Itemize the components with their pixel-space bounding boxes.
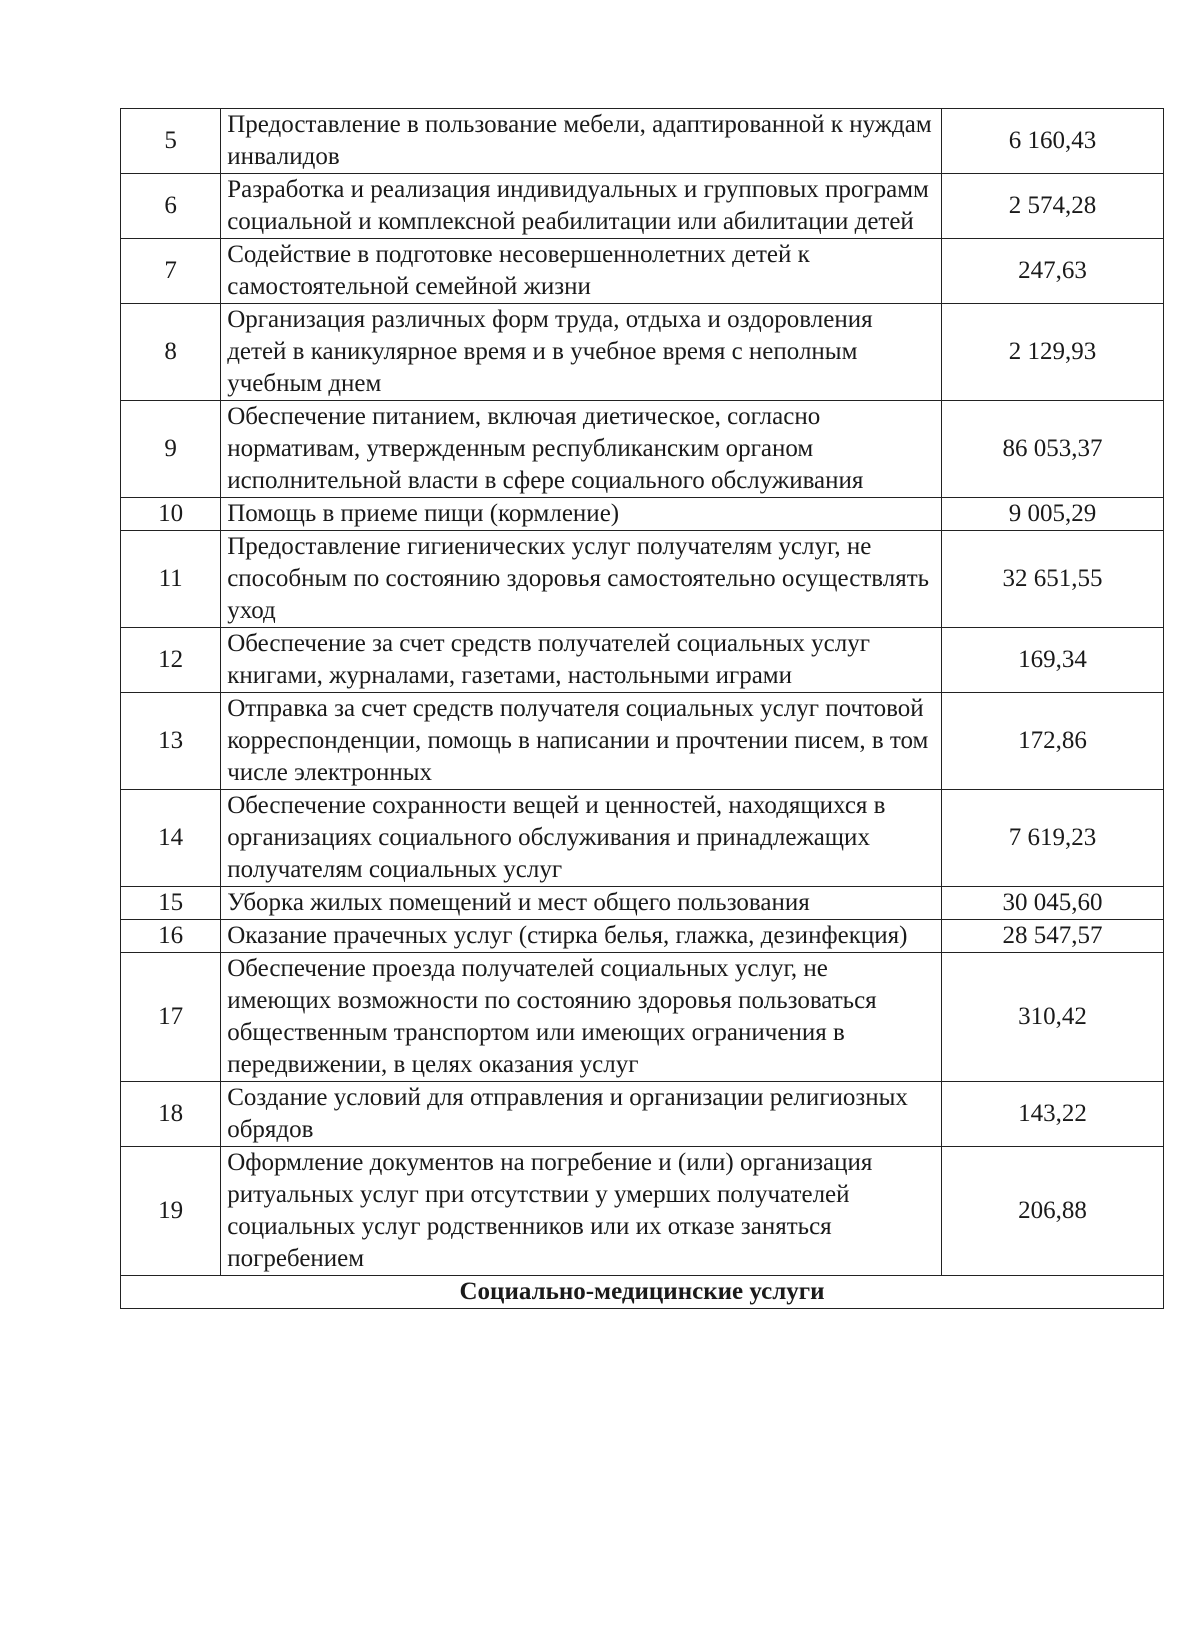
table-row — [121, 887, 1164, 920]
service-name: Содействие в подготовке несовершеннолетних детей к самостоятельной семейной жизни — [221, 239, 942, 304]
service-name: Помощь в приеме пищи (кормление) — [221, 498, 942, 531]
service-name: Обеспечение питанием, включая диетическое, согласно нормативам, утвержденным республиканским органом исполнительной власти в сфере социального обслуживания — [221, 401, 942, 498]
table-row — [121, 401, 1164, 498]
table-row — [121, 693, 1164, 790]
table-row — [121, 531, 1164, 628]
table-row — [121, 920, 1164, 953]
service-name: Предоставление в пользование мебели, адаптированной к нуждам инвалидов — [221, 109, 942, 174]
services-price-table — [120, 108, 1164, 1309]
table-row — [121, 1082, 1164, 1147]
service-price: 28 547,57 — [942, 920, 1164, 953]
row-number: 12 — [121, 628, 221, 693]
row-number: 5 — [121, 109, 221, 174]
service-name: Оказание прачечных услуг (стирка белья, глажка, дезинфекция) — [221, 920, 942, 953]
service-price: 7 619,23 — [942, 790, 1164, 887]
row-number: 9 — [121, 401, 221, 498]
service-name: Оформление документов на погребение и (или) организация ритуальных услуг при отсутствии у умерших получателей социальных услуг родственников или их отказе заняться погребением — [221, 1147, 942, 1276]
service-price: 247,63 — [942, 239, 1164, 304]
service-price: 310,42 — [942, 953, 1164, 1082]
table-row — [121, 498, 1164, 531]
service-price: 143,22 — [942, 1082, 1164, 1147]
service-price: 206,88 — [942, 1147, 1164, 1276]
table-row — [121, 953, 1164, 1082]
service-price: 2 574,28 — [942, 174, 1164, 239]
service-name: Обеспечение проезда получателей социальных услуг, не имеющих возможности по состоянию здоровья пользоваться общественным транспортом или имеющих ограничения в передвижении, в целях оказания услуг — [221, 953, 942, 1082]
row-number: 14 — [121, 790, 221, 887]
table-row — [121, 239, 1164, 304]
section-header-row — [121, 1276, 1164, 1309]
row-number: 18 — [121, 1082, 221, 1147]
table-row — [121, 174, 1164, 239]
table-row — [121, 1147, 1164, 1276]
service-name: Создание условий для отправления и организации религиозных обрядов — [221, 1082, 942, 1147]
service-price: 169,34 — [942, 628, 1164, 693]
row-number: 6 — [121, 174, 221, 239]
row-number: 11 — [121, 531, 221, 628]
row-number: 10 — [121, 498, 221, 531]
service-name: Организация различных форм труда, отдыха и оздоровления детей в каникулярное время и в учебное время с неполным учебным днем — [221, 304, 942, 401]
table-row — [121, 628, 1164, 693]
service-name: Разработка и реализация индивидуальных и групповых программ социальной и комплексной реабилитации или абилитации детей — [221, 174, 942, 239]
service-price: 6 160,43 — [942, 109, 1164, 174]
table-row — [121, 109, 1164, 174]
row-number: 19 — [121, 1147, 221, 1276]
service-name: Обеспечение за счет средств получателей социальных услуг книгами, журналами, газетами, настольными играми — [221, 628, 942, 693]
service-price: 30 045,60 — [942, 887, 1164, 920]
row-number: 16 — [121, 920, 221, 953]
service-price: 172,86 — [942, 693, 1164, 790]
row-number: 17 — [121, 953, 221, 1082]
section-header: Социально-медицинские услуги — [121, 1276, 1164, 1309]
service-price: 86 053,37 — [942, 401, 1164, 498]
table-body — [121, 109, 1164, 1309]
row-number: 15 — [121, 887, 221, 920]
service-name: Уборка жилых помещений и мест общего пользования — [221, 887, 942, 920]
service-name: Отправка за счет средств получателя социальных услуг почтовой корреспонденции, помощь в написании и прочтении писем, в том числе электронных — [221, 693, 942, 790]
service-name: Обеспечение сохранности вещей и ценностей, находящихся в организациях социального обслуживания и принадлежащих получателям социальных услуг — [221, 790, 942, 887]
service-price: 2 129,93 — [942, 304, 1164, 401]
table-row — [121, 790, 1164, 887]
row-number: 13 — [121, 693, 221, 790]
service-price: 32 651,55 — [942, 531, 1164, 628]
row-number: 7 — [121, 239, 221, 304]
table-row — [121, 304, 1164, 401]
service-price: 9 005,29 — [942, 498, 1164, 531]
row-number: 8 — [121, 304, 221, 401]
service-name: Предоставление гигиенических услуг получателям услуг, не способным по состоянию здоровья самостоятельно осуществлять уход — [221, 531, 942, 628]
